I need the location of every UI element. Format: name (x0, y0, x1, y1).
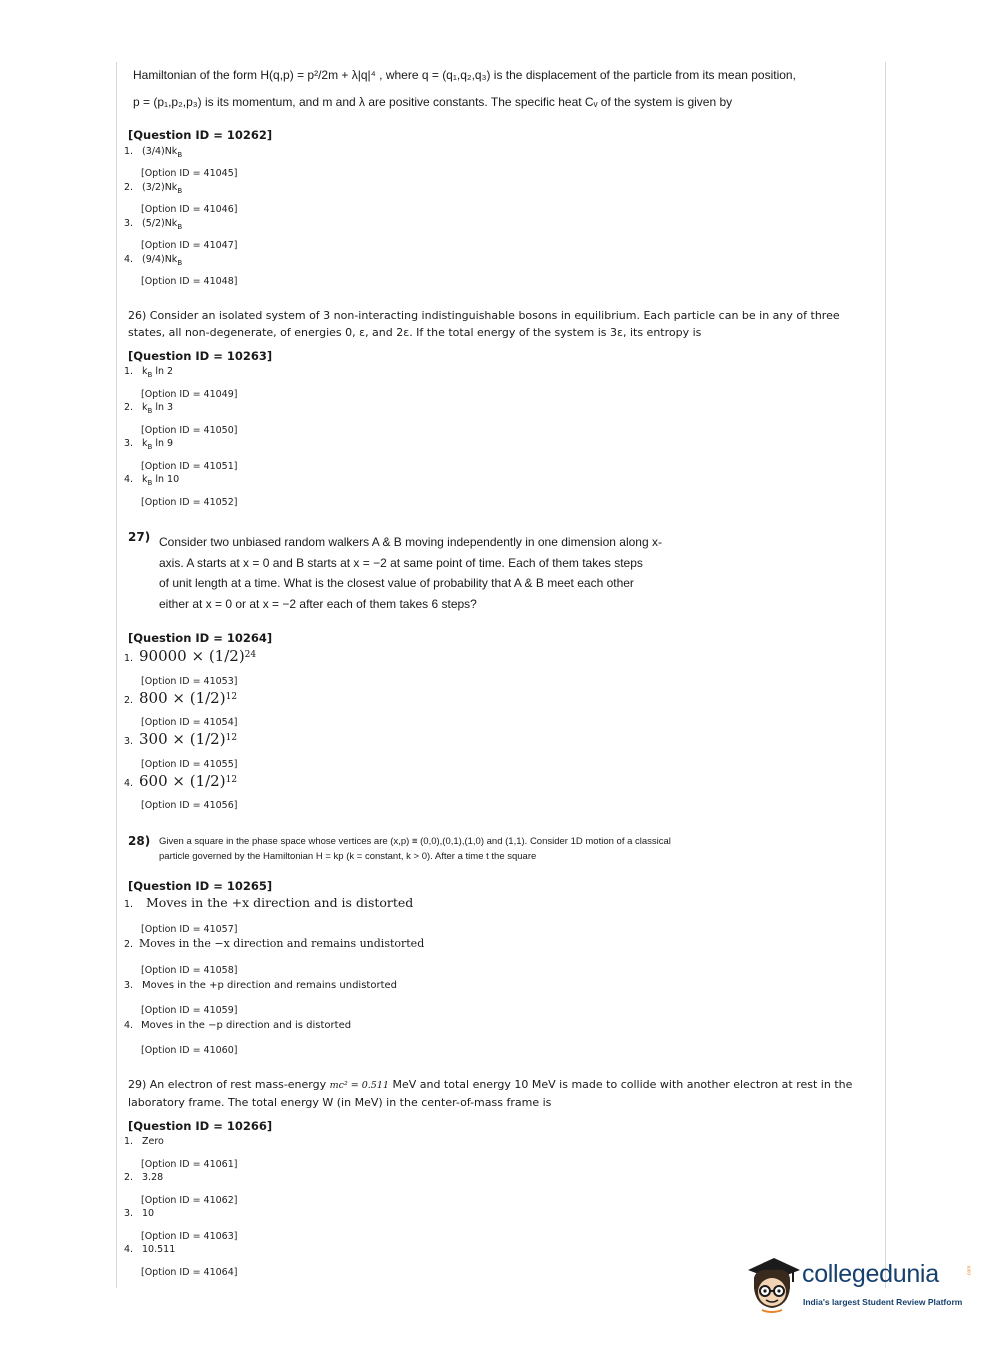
option-id: [Option ID = 41063] (141, 1231, 238, 1242)
option-28-2[interactable]: 2. Moves in the −x direction and remains undistorted (124, 937, 425, 950)
option-id: [Option ID = 41058] (141, 965, 238, 976)
question-25-text-line2: p = (p₁,p₂,p₃) is its momentum, and m and λ are positive constants. The specific heat Cᵥ of the system is given by (133, 95, 733, 109)
graduate-mascot-icon (744, 1254, 802, 1318)
option-id: [Option ID = 41051] (141, 461, 238, 472)
option-29-1[interactable]: 1. Zero (124, 1136, 164, 1147)
option-27-2[interactable]: 2. $800 \times (1/2)^{12}$ (124, 689, 238, 707)
question-27-number: 27) (128, 530, 151, 544)
option-id: [Option ID = 41054] (141, 717, 238, 728)
option-26-3[interactable]: 3. $k_B$ ln 9 (124, 438, 174, 451)
option-26-1[interactable]: 1. $k_B$ ln 2 (124, 366, 174, 379)
question-26-text-line1: 26) Consider an isolated system of 3 non-interacting indistinguishable bosons in equilibrium. Each particle can be in any of three (128, 309, 840, 322)
option-id: [Option ID = 41060] (141, 1045, 238, 1056)
option-28-1[interactable]: 1. Moves in the +x direction and is distorted (124, 895, 414, 910)
option-id: [Option ID = 41057] (141, 924, 238, 935)
option-id: [Option ID = 41055] (141, 759, 238, 770)
option-id: [Option ID = 41049] (141, 389, 238, 400)
option-25-1[interactable]: 1. $(3/4)Nk_B$ (124, 146, 183, 159)
option-id: [Option ID = 41061] (141, 1159, 238, 1170)
question-25-text-line1: Hamiltonian of the form H(q,p) = p²/2m + λ|q|⁴ , where q = (q₁,q₂,q₃) is the displacement of the particle from its mean position, (133, 68, 796, 82)
question-id-27: [Question ID = 10264] (128, 631, 273, 645)
question-27-text-line4: either at x = 0 or at x = −2 after each of them takes 6 steps? (159, 597, 477, 611)
option-id: [Option ID = 41059] (141, 1005, 238, 1016)
option-26-2[interactable]: 2. $k_B$ ln 3 (124, 402, 174, 415)
option-id: [Option ID = 41046] (141, 204, 238, 215)
option-id: [Option ID = 41062] (141, 1195, 238, 1206)
question-26-text-line2: states, all non-degenerate, of energies 0, ε, and 2ε. If the total energy of the system is 3ε, its entropy is (128, 326, 702, 339)
option-26-4[interactable]: 4. $k_B$ ln 10 (124, 474, 180, 487)
question-id-29: [Question ID = 10266] (128, 1119, 273, 1133)
question-27-text-line1: Consider two unbiased random walkers A & B moving independently in one dimension along x- (159, 535, 662, 549)
option-id: [Option ID = 41056] (141, 800, 238, 811)
option-28-4[interactable]: 4. Moves in the −p direction and is distorted (124, 1020, 352, 1031)
question-27-text-line3: of unit length at a time. What is the closest value of probability that A & B meet each other (159, 576, 634, 590)
question-29-text-line2: laboratory frame. The total energy W (in MeV) in the center-of-mass frame is (128, 1096, 552, 1109)
question-29-text-line1: 29) An electron of rest mass-energy mc² = 0.511 MeV and total energy 10 MeV is made to collide with another electron at rest in the (128, 1078, 853, 1091)
question-27-text-line2: axis. A starts at x = 0 and B starts at x = −2 at same point of time. Each of them takes steps (159, 556, 643, 570)
question-id-28: [Question ID = 10265] (128, 879, 273, 893)
option-25-3[interactable]: 3. $(5/2)Nk_B$ (124, 218, 183, 231)
option-id: [Option ID = 41045] (141, 168, 238, 179)
option-25-2[interactable]: 2. $(3/2)Nk_B$ (124, 182, 183, 195)
option-27-1[interactable]: 1. $90000 \times (1/2)^{24}$ (124, 647, 257, 665)
option-id: [Option ID = 41047] (141, 240, 238, 251)
option-id: [Option ID = 41064] (141, 1267, 238, 1278)
logo-tagline: India's largest Student Review Platform (803, 1297, 963, 1307)
question-id-25: [Question ID = 10262] (128, 128, 273, 142)
option-id: [Option ID = 41052] (141, 497, 238, 508)
logo-name: collegedunia (802, 1260, 939, 1288)
collegedunia-logo[interactable] (744, 1254, 974, 1318)
option-28-3[interactable]: 3. Moves in the +p direction and remains undistorted (124, 980, 397, 991)
option-id: [Option ID = 41053] (141, 676, 238, 687)
question-28-text-line1: Given a square in the phase space whose vertices are (x,p) ≡ (0,0),(0,1),(1,0) and (1,1). Consider 1D motion of a classical (159, 836, 671, 847)
option-25-4[interactable]: 4. $(9/4)Nk_B$ (124, 254, 183, 267)
option-29-2[interactable]: 2. 3.28 (124, 1172, 164, 1183)
option-29-4[interactable]: 4. 10.511 (124, 1244, 176, 1255)
option-27-4[interactable]: 4. $600 \times (1/2)^{12}$ (124, 772, 238, 790)
logo-com: .com (966, 1265, 973, 1277)
question-28-text-line2: particle governed by the Hamiltonian H = kp (k = constant, k > 0). After a time t the square (159, 851, 537, 862)
question-28-number: 28) (128, 834, 151, 848)
option-27-3[interactable]: 3. $300 \times (1/2)^{12}$ (124, 730, 238, 748)
option-29-3[interactable]: 3. 10 (124, 1208, 155, 1219)
question-id-26: [Question ID = 10263] (128, 349, 273, 363)
option-id: [Option ID = 41048] (141, 276, 238, 287)
option-id: [Option ID = 41050] (141, 425, 238, 436)
